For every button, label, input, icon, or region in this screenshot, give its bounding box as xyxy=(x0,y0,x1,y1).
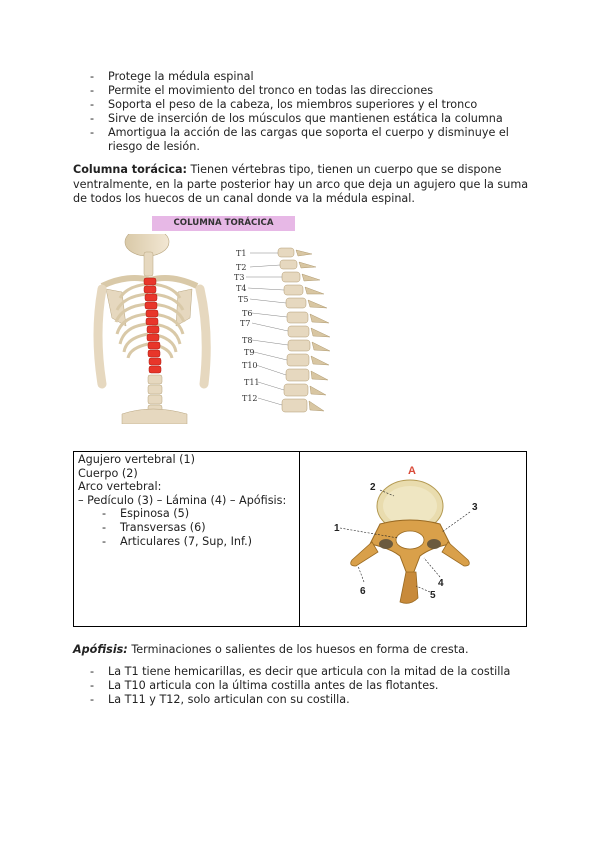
toracica-line-3: de todos los huecos de un canal donde va la médula espinal. xyxy=(73,192,415,205)
list-item: - Amortigua la acción de las cargas que soporta el cuerpo y disminuye el riesgo de lesión. xyxy=(90,126,509,153)
list-item: - Permite el movimiento del tronco en todas las direcciones xyxy=(90,84,434,97)
sub-item: - Transversas (6) xyxy=(102,520,206,534)
diagram-number-4: 4 xyxy=(438,578,444,589)
diagram-number-6: 6 xyxy=(360,586,366,597)
toracica-line-2: ventralmente, en la parte posterior hay un arco que deja un agujero que la suma xyxy=(73,177,529,191)
vertebra-parts-table xyxy=(73,451,527,627)
label-t12: T12 xyxy=(242,394,258,403)
diagram-number-2: 2 xyxy=(370,482,376,493)
diagram-number-3: 3 xyxy=(472,502,478,513)
label-t2: T2 xyxy=(236,263,247,272)
list-item: - Soporta el peso de la cabeza, los miembros superiores y el tronco xyxy=(90,98,478,111)
label-t9: T9 xyxy=(244,348,255,357)
list-item: - Protege la médula espinal xyxy=(90,70,254,83)
part-line: Agujero vertebral (1) xyxy=(78,453,196,466)
apofisis-text: Terminaciones o salientes de los huesos en forma de cresta. xyxy=(127,643,469,656)
label-t10: T10 xyxy=(242,361,258,370)
sub-item: - Espinosa (5) xyxy=(102,507,190,521)
functions-list xyxy=(90,70,509,154)
diagram-title-letter: A xyxy=(408,465,416,477)
figure-banner: COLUMNA TORÁCICA xyxy=(152,216,295,231)
vertebrae-notes-list xyxy=(90,665,510,707)
list-item: - Sirve de inserción de los músculos que mantienen estática la columna xyxy=(90,112,503,125)
part-line: – Pedículo (3) – Lámina (4) – Apófisis: xyxy=(78,493,287,507)
label-t11: T11 xyxy=(244,378,260,387)
toracica-heading: Columna torácica: xyxy=(73,163,187,176)
apofisis-heading: Apófisis: xyxy=(73,643,128,656)
toracica-line-1: Tienen vértebras tipo, tienen un cuerpo que se dispone xyxy=(186,163,502,176)
label-t8: T8 xyxy=(242,336,253,345)
skeleton-back-illustration xyxy=(92,234,217,424)
vertebra-superior-diagram xyxy=(300,452,526,622)
list-item: - La T10 articula con la última costilla antes de las flotantes. xyxy=(90,679,439,692)
label-t1: T1 xyxy=(236,249,247,258)
part-line: Arco vertebral: xyxy=(78,480,162,494)
sub-item: - Articulares (7, Sup, Inf.) xyxy=(102,534,253,548)
apofisis-paragraph xyxy=(73,643,469,656)
list-item: - La T11 y T12, solo articulan con su costilla. xyxy=(90,693,350,706)
thoracic-spine-lateral-illustration xyxy=(232,240,342,420)
label-t4: T4 xyxy=(236,284,247,293)
list-item: - La T1 tiene hemicarillas, es decir que articula con la mitad de la costilla xyxy=(90,665,511,678)
diagram-number-1: 1 xyxy=(334,523,340,534)
label-t7: T7 xyxy=(240,319,251,328)
toracica-paragraph xyxy=(73,163,533,207)
vertebra-diagram-cell xyxy=(300,452,527,627)
part-line: Cuerpo (2) xyxy=(78,466,138,480)
diagram-number-5: 5 xyxy=(430,590,436,601)
label-t3: T3 xyxy=(234,273,245,282)
parts-text-cell xyxy=(74,452,300,627)
label-t6: T6 xyxy=(242,309,253,318)
label-t5: T5 xyxy=(238,295,249,304)
